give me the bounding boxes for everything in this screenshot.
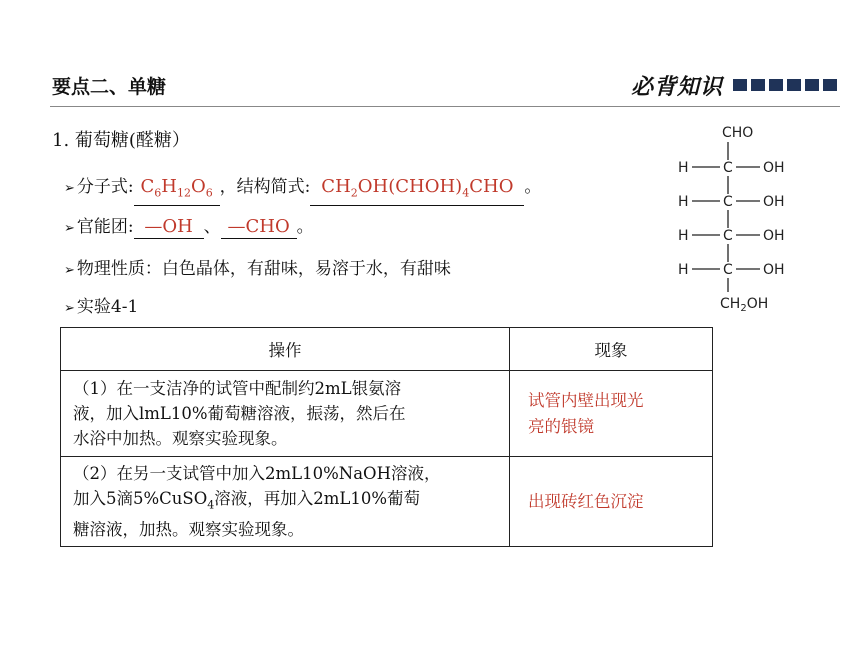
topic-heading: 1. 葡萄糖(醛糖） [52, 130, 190, 151]
table-row [61, 457, 713, 547]
physical-properties: 物理性质：白色晶体，有甜味，易溶于水，有甜味 [76, 259, 451, 279]
bullet-arrow-icon: ➢ [64, 221, 75, 236]
bullet-experiment [64, 292, 138, 317]
fg-answer-2: —CHO [221, 216, 297, 239]
formula-label: 分子式: [76, 177, 134, 197]
svg-text:H: H [678, 160, 689, 176]
section-title: 要点二、单糖 [52, 76, 167, 98]
bullet-functional-groups: ➢ 官能团: —OH 、 —CHO 。 [64, 216, 314, 237]
svg-text:H: H [678, 194, 689, 210]
experiment-table [60, 327, 713, 547]
svg-text:OH: OH [763, 160, 785, 176]
brand-label: 必背知识 [630, 75, 723, 100]
svg-text:H: H [678, 228, 689, 244]
structure-bottom: $CH_2OH$ [720, 296, 769, 314]
svg-text:OH: OH [763, 262, 785, 278]
phenomenon-cell: 试管内壁出现光 亮的银镜 [510, 371, 713, 457]
svg-text:OH: OH [763, 228, 785, 244]
glucose-structure [676, 122, 796, 318]
bullet-physical [64, 254, 451, 279]
brand-badge [631, 70, 837, 101]
structure-top: CHO [722, 125, 754, 141]
col-header-phenomenon: 现象 [510, 328, 713, 371]
phenomenon-cell: 出现砖红色沉淀 [510, 457, 713, 547]
svg-text:C: C [723, 160, 733, 176]
col-header-operation: 操作 [61, 328, 510, 371]
experiment-label: 实验4-1 [76, 297, 139, 317]
svg-text:C: C [723, 194, 733, 210]
structural-label: ，结构简式: [219, 177, 311, 197]
bullet-arrow-icon: ➢ [64, 181, 75, 196]
fg-label: 官能团: [76, 217, 134, 237]
formula-answer: $C_6H_{12}O_6$ [134, 176, 220, 206]
bullet-arrow-icon: ➢ [64, 263, 75, 278]
svg-text:H: H [678, 262, 689, 278]
bullet-arrow-icon: ➢ [64, 301, 75, 316]
svg-text:C: C [723, 228, 733, 244]
fg-answer-1: —OH [134, 216, 204, 239]
svg-text:OH: OH [763, 194, 785, 210]
operation-cell: （2）在另一支试管中加入2mL10%NaOH溶液， 加入5滴5%CuSO$_4$溶液，再加入2mL10%葡萄 糖溶液，加热。观察实验现象。 [61, 457, 510, 547]
operation-cell: （1）在一支洁净的试管中配制约2mL银氨溶 液，加入lmL10%葡萄糖溶液，振荡，然后在 水浴中加热。观察实验现象。 [61, 371, 510, 457]
structural-answer: $CH_2OH(CHOH)_4CHO$ [310, 176, 524, 206]
brand-squares [729, 76, 837, 95]
table-header-row [61, 328, 713, 371]
table-row [61, 371, 713, 457]
header-divider [50, 106, 840, 107]
svg-text:C: C [723, 262, 733, 278]
bullet-formula: ➢ 分子式: $C_6H_{12}O_6$ ，结构简式: $CH_2OH(CHOH)_4CHO$ 。 [64, 172, 541, 206]
